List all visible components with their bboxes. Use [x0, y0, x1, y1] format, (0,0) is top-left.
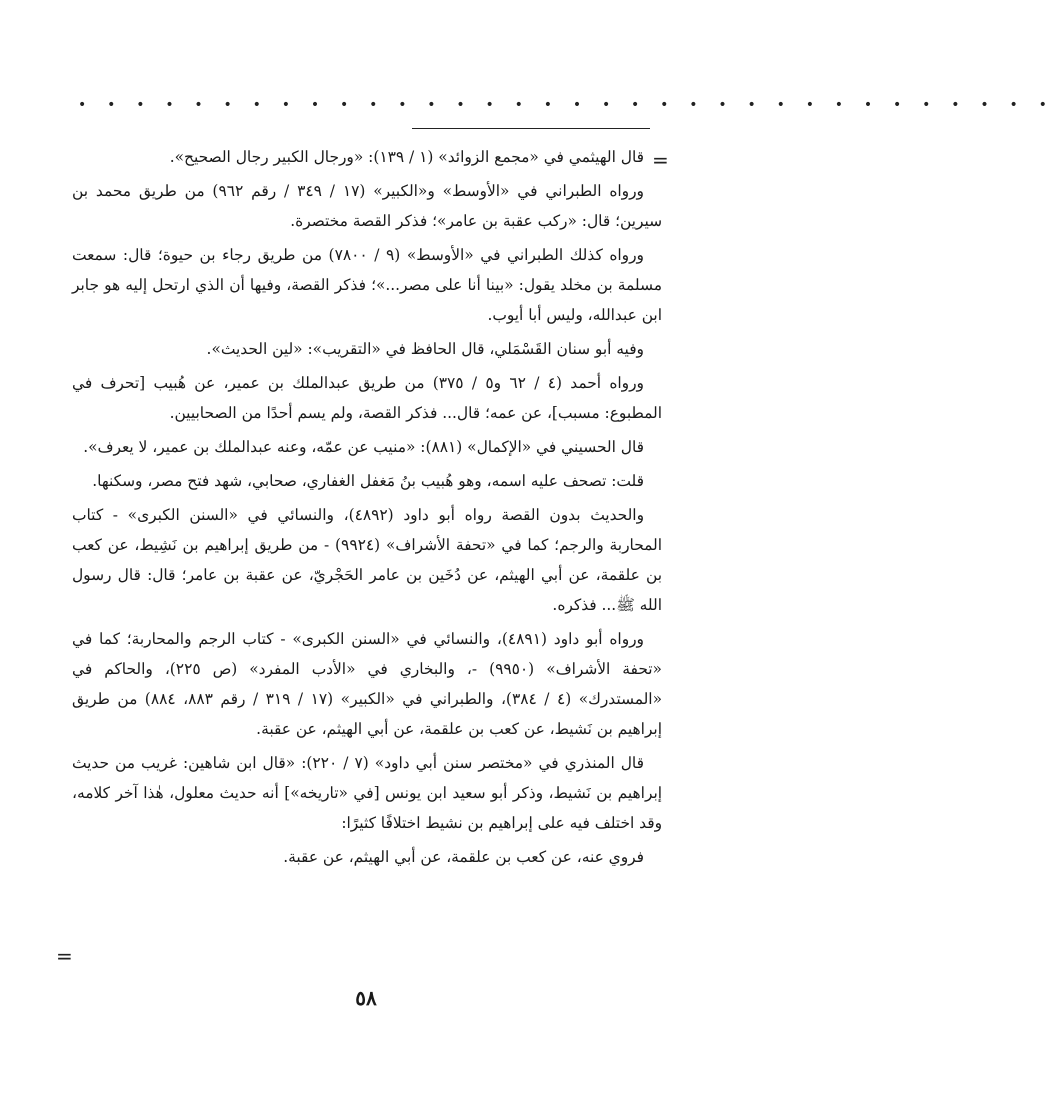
paragraph-4: وفيه أبو سنان القَسْمَلي، قال الحافظ في «التقريب»: «لين الحديث».	[206, 340, 644, 358]
paragraph-9: ورواه أبو داود (٤٨٩١)، والنسائي في «السنن الكبرى» - كتاب الرجم والمحاربة؛ كما في «تحفة الأشراف» (٩٩٥٠) -، والبخاري في «الأدب المفرد» (ص ٢٢٥)، والحاكم في «المستدرك» (٤ / ٣٨٤)، والطبراني في «الكبير» (١٧ / ٣١٩ / رقم ٨٨٣، ٨٨٤) من طريق إبراهيم بن نَشيط، عن كعب بن علقمة، عن أبي الهيثم، عن عقبة.	[72, 630, 662, 738]
paragraph-7: قلت: تصحف عليه اسمه، وهو هُبيب بنُ مَغفل الغفاري، صحابي، شهد فتح مصر، وسكنها.	[92, 472, 644, 490]
paragraph-5: ورواه أحمد (٤ / ٦٢ و٥ / ٣٧٥) من طريق عبدالملك بن عمير، عن هُبيب [تحرف في المطبوع: مسبب]، عن عمه؛ قال... فذكر القصة، ولم يسم أحدًا من الصحابيين.	[72, 374, 662, 422]
paragraph-3: ورواه كذلك الطبراني في «الأوسط» (٩ / ٧٨٠٠) من طريق رجاء بن حيوة؛ قال: سمعت مسلمة بن مخلد يقول: «بينا أنا على مصر...»؛ فذكر القصة، وفيها أن الذي ارتحل إليه هو جابر ابن عبدالله، وليس أبا أيوب.	[72, 246, 662, 324]
paragraph-11: فروي عنه، عن كعب بن علقمة، عن أبي الهيثم، عن عقبة.	[283, 848, 644, 866]
header-dot-row: • • • • • • • • • • • • • • • • • • • • • • • • • • • • • • • • • •	[78, 97, 1055, 113]
paragraph-6: قال الحسيني في «الإكمال» (٨٨١): «منيب عن عمّه، وعنه عبدالملك بن عمير، لا يعرف».	[83, 438, 644, 456]
page-number: ٥٨	[355, 986, 377, 1010]
paragraph-8: والحديث بدون القصة رواه أبو داود (٤٨٩٢)، والنسائي في «السنن الكبرى» - كتاب المحاربة والرجم؛ كما في «تحفة الأشراف» (٩٩٢٤) - من طريق إبراهيم بن نَشِيط، عن كعب بن علقمة، عن أبي الهيثم، عن دُخَين بن عامر الحَجْريّ، عن عقبة بن عامر؛ قال: قال رسول الله ﷺ... فذكره.	[72, 506, 662, 614]
footnote-text-body	[72, 142, 662, 874]
header-rule	[412, 128, 650, 129]
paragraph-2: ورواه الطبراني في «الأوسط» و«الكبير» (١٧ / ٣٤٩ / رقم ٩٦٢) من طريق محمد بن سيرين؛ قال: «ركب عقبة بن عامر»؛ فذكر القصة مختصرة.	[72, 182, 662, 230]
paragraph-10: قال المنذري في «مختصر سنن أبي داود» (٧ / ٢٢٠): «قال ابن شاهين: غريب من حديث إبراهيم بن نَشيط، وذكر أبو سعيد ابن يونس [في «تاريخه»] أنه حديث معلول، هٰذا آخر كلامه، وقد اختلف فيه على إبراهيم بن نشيط اختلافًا كثيرًا:	[72, 754, 662, 832]
continuation-mark-bottom: =	[56, 944, 73, 968]
continuation-mark-top: =	[652, 148, 669, 172]
paragraph-1: قال الهيثمي في «مجمع الزوائد» (١ / ١٣٩): «ورجال الكبير رجال الصحيح».	[169, 148, 644, 166]
